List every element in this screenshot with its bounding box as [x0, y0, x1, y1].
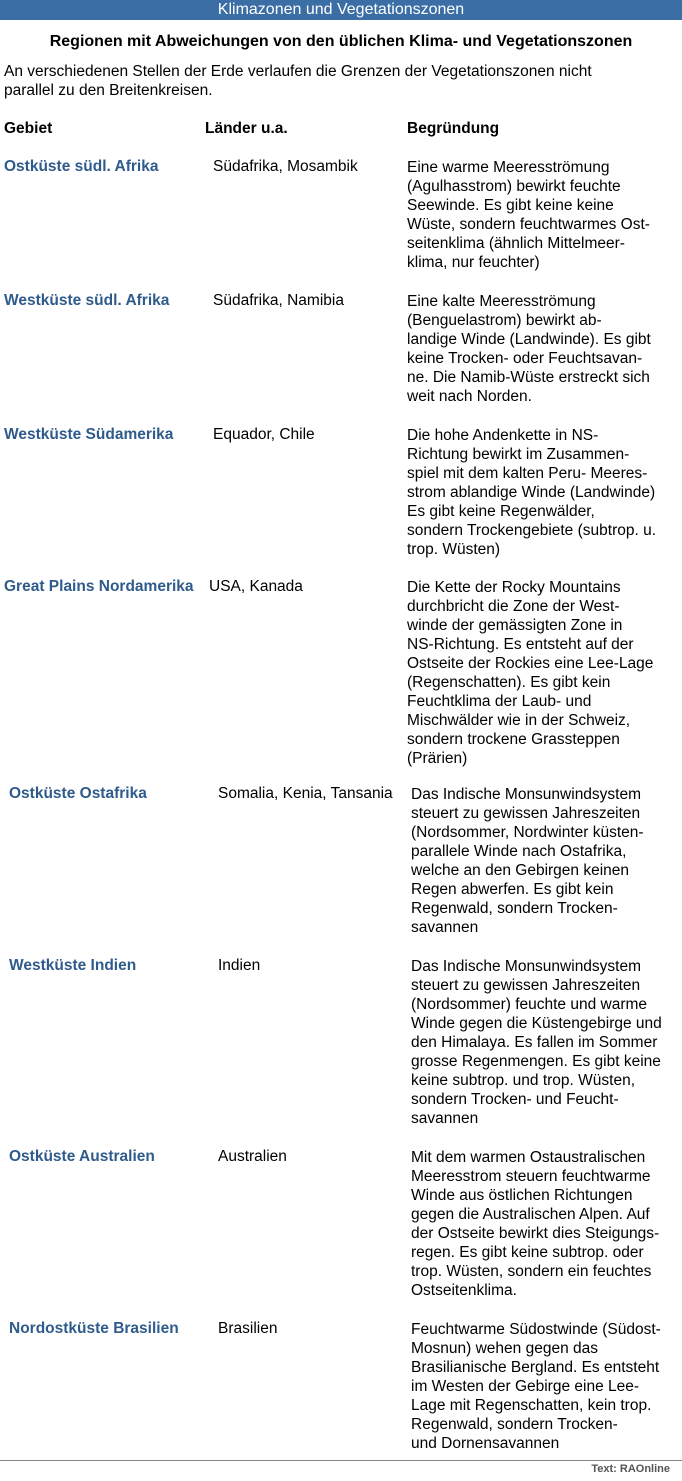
explanation-line: sondern Trocken- und Feucht-: [411, 1091, 619, 1108]
region-countries: Brasilien: [218, 1320, 278, 1337]
explanation-line: Richtung bewirkt im Zusammen-: [407, 446, 630, 463]
region-explanation: [411, 1320, 682, 1453]
region-explanation: [411, 1148, 682, 1300]
region-countries: Australien: [218, 1148, 287, 1165]
explanation-line: Mischwälder wie in der Schweiz,: [407, 712, 631, 729]
explanation-line: Feuchtwarme Südostwinde (Südost-: [411, 1321, 661, 1338]
explanation-line: Seewinde. Es gibt keine keine: [407, 197, 614, 214]
explanation-line: steuert zu gewissen Jahreszeiten: [411, 977, 641, 994]
explanation-line: Regenwald, sondern Trocken-: [411, 900, 618, 917]
explanation-line: klima, nur feuchter): [407, 254, 540, 271]
region-name: Nordostküste Brasilien: [9, 1320, 179, 1337]
explanation-line: ne. Die Namib-Wüste erstreckt sich: [407, 369, 650, 386]
explanation-line: NS-Richtung. Es entsteht auf der: [407, 636, 634, 653]
region-countries: Südafrika, Mosambik: [213, 158, 358, 175]
explanation-line: Eine kalte Meeresströmung: [407, 293, 596, 310]
explanation-line: strom ablandige Winde (Landwinde): [407, 484, 656, 501]
region-explanation: [407, 578, 682, 768]
region-name: Ostküste Australien: [9, 1148, 155, 1165]
explanation-line: Ostseitenklima.: [411, 1282, 517, 1299]
explanation-line: savannen: [411, 1110, 479, 1127]
explanation-line: weit nach Norden.: [407, 388, 532, 405]
explanation-line: Meeresstrom steuern feuchtwarme: [411, 1168, 651, 1185]
explanation-line: seitenklima (ähnlich Mittelmeer-: [407, 235, 625, 252]
explanation-line: landige Winde (Landwinde). Es gibt: [407, 331, 651, 348]
region-name: Westküste Südamerika: [4, 426, 174, 443]
explanation-line: Mit dem warmen Ostaustralischen: [411, 1149, 646, 1166]
explanation-line: Wüste, sondern feuchtwarmes Ost-: [407, 216, 650, 233]
region-explanation: [407, 292, 682, 406]
intro-line: parallel zu den Breitenkreisen.: [4, 82, 213, 99]
explanation-line: keine Trocken- oder Feuchtsavan-: [407, 350, 643, 367]
explanation-line: parallele Winde nach Ostafrika,: [411, 843, 627, 860]
explanation-line: Regen abwerfen. Es gibt kein: [411, 881, 614, 898]
footer-divider: [0, 1460, 682, 1461]
region-explanation: [407, 158, 682, 272]
region-name: Westküste südl. Afrika: [4, 292, 170, 309]
region-explanation: [411, 785, 682, 937]
section-heading: Regionen mit Abweichungen von den üblichen Klima- und Vegetationszonen: [49, 33, 633, 50]
explanation-line: winde der gemässigten Zone in: [407, 617, 623, 634]
explanation-line: trop. Wüsten, sondern ein feuchtes: [411, 1263, 652, 1280]
column-header-begruendung: Begründung: [407, 120, 500, 137]
region-explanation: [411, 957, 682, 1128]
source-credit: Text: RAOnline: [591, 1463, 670, 1475]
explanation-line: Winde gegen die Küstengebirge und: [411, 1015, 662, 1032]
explanation-line: Brasilianische Bergland. Es entsteht: [411, 1359, 660, 1376]
explanation-line: und Dornensavannen: [411, 1435, 560, 1452]
explanation-line: (Regenschatten). Es gibt kein: [407, 674, 611, 691]
explanation-line: Die Kette der Rocky Mountains: [407, 579, 621, 596]
intro-text: [4, 62, 674, 100]
explanation-line: trop. Wüsten): [407, 541, 501, 558]
explanation-line: (Benguelastrom) bewirkt ab-: [407, 312, 602, 329]
region-countries: Equador, Chile: [213, 426, 315, 443]
column-header-laender: Länder u.a.: [205, 120, 288, 137]
explanation-line: Das Indische Monsunwindsystem: [411, 958, 642, 975]
explanation-line: Mosnun) wehen gegen das: [411, 1340, 598, 1357]
explanation-line: Regenwald, sondern Trocken-: [411, 1416, 618, 1433]
explanation-line: (Nordsommer, Nordwinter küsten-: [411, 824, 644, 841]
explanation-line: welche an den Gebirgen keinen: [411, 862, 630, 879]
explanation-line: grosse Regenmengen. Es gibt keine: [411, 1053, 661, 1070]
explanation-line: Das Indische Monsunwindsystem: [411, 786, 642, 803]
column-header-gebiet: Gebiet: [4, 120, 53, 137]
explanation-line: Eine warme Meeresströmung: [407, 159, 610, 176]
region-countries: USA, Kanada: [209, 578, 303, 595]
intro-line: An verschiedenen Stellen der Erde verlaufen die Grenzen der Vegetationszonen nicht: [4, 63, 592, 80]
region-countries: Südafrika, Namibia: [213, 292, 344, 309]
region-explanation: [407, 426, 682, 559]
explanation-line: (Agulhasstrom) bewirkt feuchte: [407, 178, 621, 195]
explanation-line: im Westen der Gebirge eine Lee-: [411, 1378, 640, 1395]
explanation-line: gegen die Australischen Alpen. Auf: [411, 1206, 650, 1223]
explanation-line: Ostseite der Rockies eine Lee-Lage: [407, 655, 654, 672]
explanation-line: den Himalaya. Es fallen im Sommer: [411, 1034, 658, 1051]
region-countries: Somalia, Kenia, Tansania: [218, 785, 393, 802]
explanation-line: savannen: [411, 919, 479, 936]
region-name: Great Plains Nordamerika: [4, 578, 194, 595]
explanation-line: (Nordsommer) feuchte und warme: [411, 996, 648, 1013]
explanation-line: regen. Es gibt keine subtrop. oder: [411, 1244, 644, 1261]
explanation-line: Feuchtklima der Laub- und: [407, 693, 592, 710]
explanation-line: der Ostseite bewirkt dies Steigungs-: [411, 1225, 660, 1242]
region-name: Westküste Indien: [9, 957, 137, 974]
page-title: Klimazonen und Vegetationszonen: [217, 1, 465, 18]
explanation-line: sondern Trockengebiete (subtrop. u.: [407, 522, 657, 539]
explanation-line: Die hohe Andenkette in NS-: [407, 427, 599, 444]
explanation-line: steuert zu gewissen Jahreszeiten: [411, 805, 641, 822]
page-title-bar: [0, 0, 682, 20]
region-name: Ostküste südl. Afrika: [4, 158, 159, 175]
explanation-line: sondern trockene Grassteppen: [407, 731, 620, 748]
explanation-line: keine subtrop. und trop. Wüsten,: [411, 1072, 636, 1089]
explanation-line: Es gibt keine Regenwälder,: [407, 503, 595, 520]
explanation-line: spiel mit dem kalten Peru- Meeres-: [407, 465, 648, 482]
region-countries: Indien: [218, 957, 261, 974]
explanation-line: (Prärien): [407, 750, 468, 767]
explanation-line: Lage mit Regenschatten, kein trop.: [411, 1397, 652, 1414]
explanation-line: Winde aus östlichen Richtungen: [411, 1187, 633, 1204]
explanation-line: durchbricht die Zone der West-: [407, 598, 620, 615]
region-name: Ostküste Ostafrika: [9, 785, 147, 802]
